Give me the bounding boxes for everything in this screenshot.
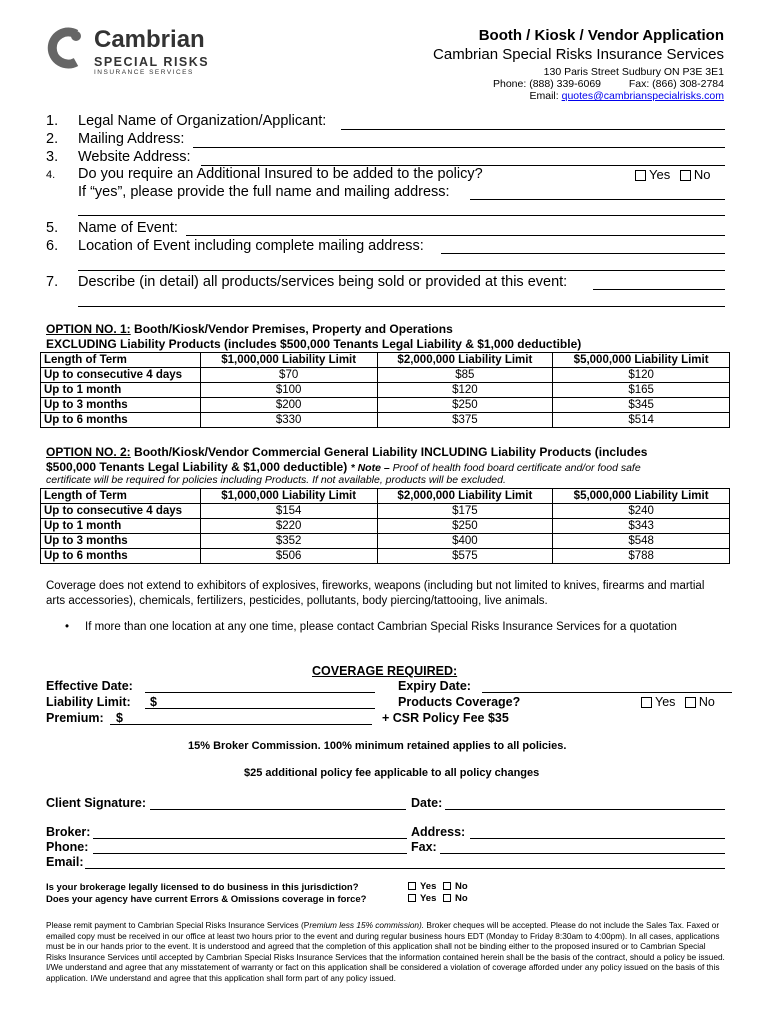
liability-limit-label: Liability Limit:: [46, 695, 131, 709]
q5-input-line[interactable]: [186, 235, 725, 236]
broker-fax-label: Fax:: [411, 840, 437, 854]
term-cell: Up to 1 month: [41, 519, 201, 534]
term-cell: Up to 1 month: [41, 383, 201, 398]
term-cell: Up to 3 months: [41, 398, 201, 413]
logo-name: Cambrian: [94, 26, 205, 53]
price-cell: $343: [553, 519, 730, 534]
q3-number: 3.: [46, 149, 59, 165]
broker-address-label: Address:: [411, 825, 466, 839]
products-yes-checkbox[interactable]: [641, 697, 652, 708]
option2-note-label: * Note –: [350, 462, 390, 474]
fee-note: $25 additional policy fee applicable to all policy changes: [244, 767, 540, 779]
premium-label: Premium:: [46, 711, 104, 725]
eo-no-label: No: [455, 893, 468, 904]
option2-title: Booth/Kiosk/Vendor Commercial General Liability INCLUDING Liability Products (includes: [130, 445, 648, 459]
licensed-no-checkbox[interactable]: [443, 882, 451, 890]
products-coverage-label: Products Coverage?: [398, 695, 521, 709]
licensed-yes-checkbox[interactable]: [408, 882, 416, 890]
company-fax: Fax: (866) 308-2784: [628, 78, 724, 90]
broker-input[interactable]: [93, 838, 407, 839]
q6-input-line[interactable]: [441, 253, 725, 254]
broker-label: Broker:: [46, 825, 91, 839]
price-cell: $400: [377, 534, 553, 549]
products-no-checkbox[interactable]: [685, 697, 696, 708]
footer-text-1: Please remit payment to Cambrian Special Risks Insurance Services (P: [46, 920, 310, 930]
column-header: $5,000,000 Liability Limit: [553, 489, 730, 504]
price-cell: $220: [200, 519, 377, 534]
premium-prefix: $: [116, 711, 123, 725]
price-cell: $165: [553, 383, 730, 398]
liability-limit-prefix: $: [150, 695, 157, 709]
company-email-link[interactable]: quotes@cambrianspecialrisks.com: [561, 90, 724, 102]
column-header: Length of Term: [41, 353, 201, 368]
csr-fee: + CSR Policy Fee $35: [382, 711, 509, 725]
q2-number: 2.: [46, 131, 59, 147]
table-row: [41, 383, 730, 398]
option2-note-2: certificate will be required for policies including Products. If not available, products will be excluded.: [46, 474, 506, 486]
commission-note: 15% Broker Commission. 100% minimum retained applies to all policies.: [188, 740, 567, 752]
price-cell: $330: [200, 413, 377, 428]
signature-date-label: Date:: [411, 796, 443, 810]
eo-no-checkbox[interactable]: [443, 894, 451, 902]
price-cell: $250: [377, 519, 553, 534]
q5-number: 5.: [46, 220, 59, 236]
price-cell: $120: [553, 368, 730, 383]
eo-options: [408, 893, 468, 904]
price-cell: $240: [553, 504, 730, 519]
contact-phone-fax: [433, 78, 724, 90]
column-header: Length of Term: [41, 489, 201, 504]
term-cell: Up to 3 months: [41, 534, 201, 549]
signature-date-input[interactable]: [445, 809, 725, 810]
option1-subtitle: EXCLUDING Liability Products (includes $500,000 Tenants Legal Liability & $1,000 deductible): [46, 337, 582, 351]
option2-rate-table: [40, 488, 730, 564]
option2-note: Proof of health food board certificate and/or food safe: [389, 462, 641, 474]
option2-heading: [46, 445, 647, 459]
coverage-heading: COVERAGE REQUIRED:: [312, 664, 458, 678]
price-cell: $70: [200, 368, 377, 383]
company-phone: Phone: (888) 339-6069: [493, 78, 601, 90]
q4-no-checkbox[interactable]: [680, 170, 691, 181]
column-header: $5,000,000 Liability Limit: [553, 353, 730, 368]
price-cell: $506: [200, 549, 377, 564]
header-info: [433, 27, 724, 102]
q4-yes-label: Yes: [649, 167, 671, 182]
table-row: [41, 398, 730, 413]
table-row: [41, 413, 730, 428]
option1-title: Booth/Kiosk/Vendor Premises, Property and Operations: [130, 322, 453, 336]
footer-terms: [46, 920, 728, 983]
premium-input[interactable]: [110, 724, 372, 725]
products-coverage-options: [641, 695, 715, 709]
effective-date-input[interactable]: [145, 692, 375, 693]
table-header-row: [41, 353, 730, 368]
price-cell: $788: [553, 549, 730, 564]
price-cell: $548: [553, 534, 730, 549]
q3-label: Website Address:: [78, 149, 191, 165]
exclusions-text: Coverage does not extend to exhibitors of explosives, fireworks, weapons (including but not limited to knives, firearms and martial arts accessories), chemicals, fertilizers, pesticides, pollutants, body piercing/tattooing, live animals.: [46, 580, 705, 607]
q5-label: Name of Event:: [78, 220, 178, 236]
licensed-yes-label: Yes: [420, 881, 437, 892]
q1-input-line[interactable]: [341, 129, 725, 130]
footer-text-italic: remium less 15% commission).: [309, 920, 425, 930]
products-no-label: No: [698, 695, 715, 709]
client-signature-label: Client Signature:: [46, 796, 147, 810]
bullet-note: [65, 621, 677, 633]
broker-email-input[interactable]: [85, 868, 725, 869]
q4-number: 4.: [46, 169, 56, 181]
liability-limit-input[interactable]: [145, 708, 375, 709]
table-row: [41, 504, 730, 519]
q2-input-line[interactable]: [193, 147, 725, 148]
contact-email: [433, 90, 724, 102]
price-cell: $352: [200, 534, 377, 549]
logo-subtitle-2: INSURANCE SERVICES: [94, 69, 194, 76]
column-header: $2,000,000 Liability Limit: [377, 489, 553, 504]
term-cell: Up to 6 months: [41, 413, 201, 428]
broker-email-label: Email:: [46, 855, 84, 869]
eo-yes-checkbox[interactable]: [408, 894, 416, 902]
products-yes-label: Yes: [655, 695, 676, 709]
table-row: [41, 368, 730, 383]
q7-input-line[interactable]: [593, 289, 725, 290]
email-label: Email:: [529, 90, 559, 102]
column-header: $1,000,000 Liability Limit: [200, 489, 377, 504]
expiry-date-label: Expiry Date:: [398, 679, 471, 693]
option1-rate-table: [40, 352, 730, 428]
column-header: $2,000,000 Liability Limit: [377, 353, 553, 368]
licensed-question: Is your brokerage legally licensed to do business in this jurisdiction?: [46, 882, 359, 893]
licensed-no-label: No: [455, 881, 468, 892]
company-logo: [46, 26, 236, 76]
q2-label: Mailing Address:: [78, 131, 185, 147]
broker-address-input[interactable]: [470, 838, 725, 839]
price-cell: $85: [377, 368, 553, 383]
term-cell: Up to consecutive 4 days: [41, 368, 201, 383]
option1-label: OPTION NO. 1:: [46, 322, 131, 336]
q4-options: [635, 167, 710, 182]
q4-followup: If “yes”, please provide the full name and mailing address:: [78, 184, 450, 200]
company-address: 130 Paris Street Sudbury ON P3E 3E1: [543, 66, 724, 78]
table-row: [41, 534, 730, 549]
bullet-text: If more than one location at any one time, please contact Cambrian Special Risks Insurance Services for a quotation: [85, 621, 677, 633]
q1-number: 1.: [46, 113, 59, 129]
q6-input-line-2[interactable]: [78, 270, 725, 271]
licensed-options: [408, 881, 468, 892]
q4-yes-checkbox[interactable]: [635, 170, 646, 181]
option1-heading: [46, 322, 453, 336]
expiry-date-input[interactable]: [482, 692, 732, 693]
price-cell: $514: [553, 413, 730, 428]
broker-phone-input[interactable]: [93, 853, 407, 854]
broker-fax-input[interactable]: [440, 853, 725, 854]
eo-question: Does your agency have current Errors & Omissions coverage in force?: [46, 894, 367, 905]
eo-yes-label: Yes: [420, 893, 437, 904]
q1-label: Legal Name of Organization/Applicant:: [78, 113, 327, 129]
q4-input-line[interactable]: [470, 199, 725, 200]
broker-phone-label: Phone:: [46, 840, 89, 854]
table-row: [41, 519, 730, 534]
option2-subtitle: $500,000 Tenants Legal Liability & $1,000 deductible): [46, 460, 348, 474]
q7-label: Describe (in detail) all products/services being sold or provided at this event:: [78, 274, 568, 290]
company-name: Cambrian Special Risks Insurance Services: [433, 46, 724, 63]
price-cell: $375: [377, 413, 553, 428]
q6-number: 6.: [46, 238, 59, 254]
page-title: Booth / Kiosk / Vendor Application: [478, 27, 724, 44]
cambrian-logo-icon: [46, 26, 86, 72]
term-cell: Up to 6 months: [41, 549, 201, 564]
table-header-row: [41, 489, 730, 504]
price-cell: $120: [377, 383, 553, 398]
price-cell: $575: [377, 549, 553, 564]
footer-text-2: Broker cheques will be accepted. Please do not include the Sales Tax. Faxed or emailed copy must be received in our office at least two hours prior to the event and during regular business hours EDT (Monday to Friday 8:30am to 4:00pm). In all cases, applications must be in our hands prior to the event. It is understood and agreed that the completion of this application shall not be binding either to the proposed insured or to Cambrian Special Risks Insurance Services until accepted by Cambrian Special Risks Insurance Services that the information contained herein shall be the basis of the contract, should a policy be issued. I/We understand and agree that any misstatement of warranty or fact on this application shall be considered a violation of coverage afforded under any policy issued on the basis of this application. I/We understand and agree that this application shall form part of any policy issued.: [46, 920, 725, 983]
price-cell: $154: [200, 504, 377, 519]
bullet-icon: •: [65, 621, 70, 633]
price-cell: $250: [377, 398, 553, 413]
option2-subtitle-line: [46, 460, 641, 474]
table-row: [41, 549, 730, 564]
q7-input-line-2[interactable]: [78, 306, 725, 307]
column-header: $1,000,000 Liability Limit: [200, 353, 377, 368]
q4-label: Do you require an Additional Insured to be added to the policy?: [78, 166, 483, 182]
option2-label: OPTION NO. 2:: [46, 445, 131, 459]
client-signature-input[interactable]: [150, 809, 406, 810]
price-cell: $345: [553, 398, 730, 413]
q4-input-line-2[interactable]: [78, 215, 725, 216]
price-cell: $175: [377, 504, 553, 519]
term-cell: Up to consecutive 4 days: [41, 504, 201, 519]
effective-date-label: Effective Date:: [46, 679, 133, 693]
logo-subtitle: SPECIAL RISKS: [94, 55, 210, 69]
q7-number: 7.: [46, 274, 59, 290]
price-cell: $200: [200, 398, 377, 413]
q4-no-label: No: [693, 167, 711, 182]
price-cell: $100: [200, 383, 377, 398]
q6-label: Location of Event including complete mailing address:: [78, 238, 424, 254]
